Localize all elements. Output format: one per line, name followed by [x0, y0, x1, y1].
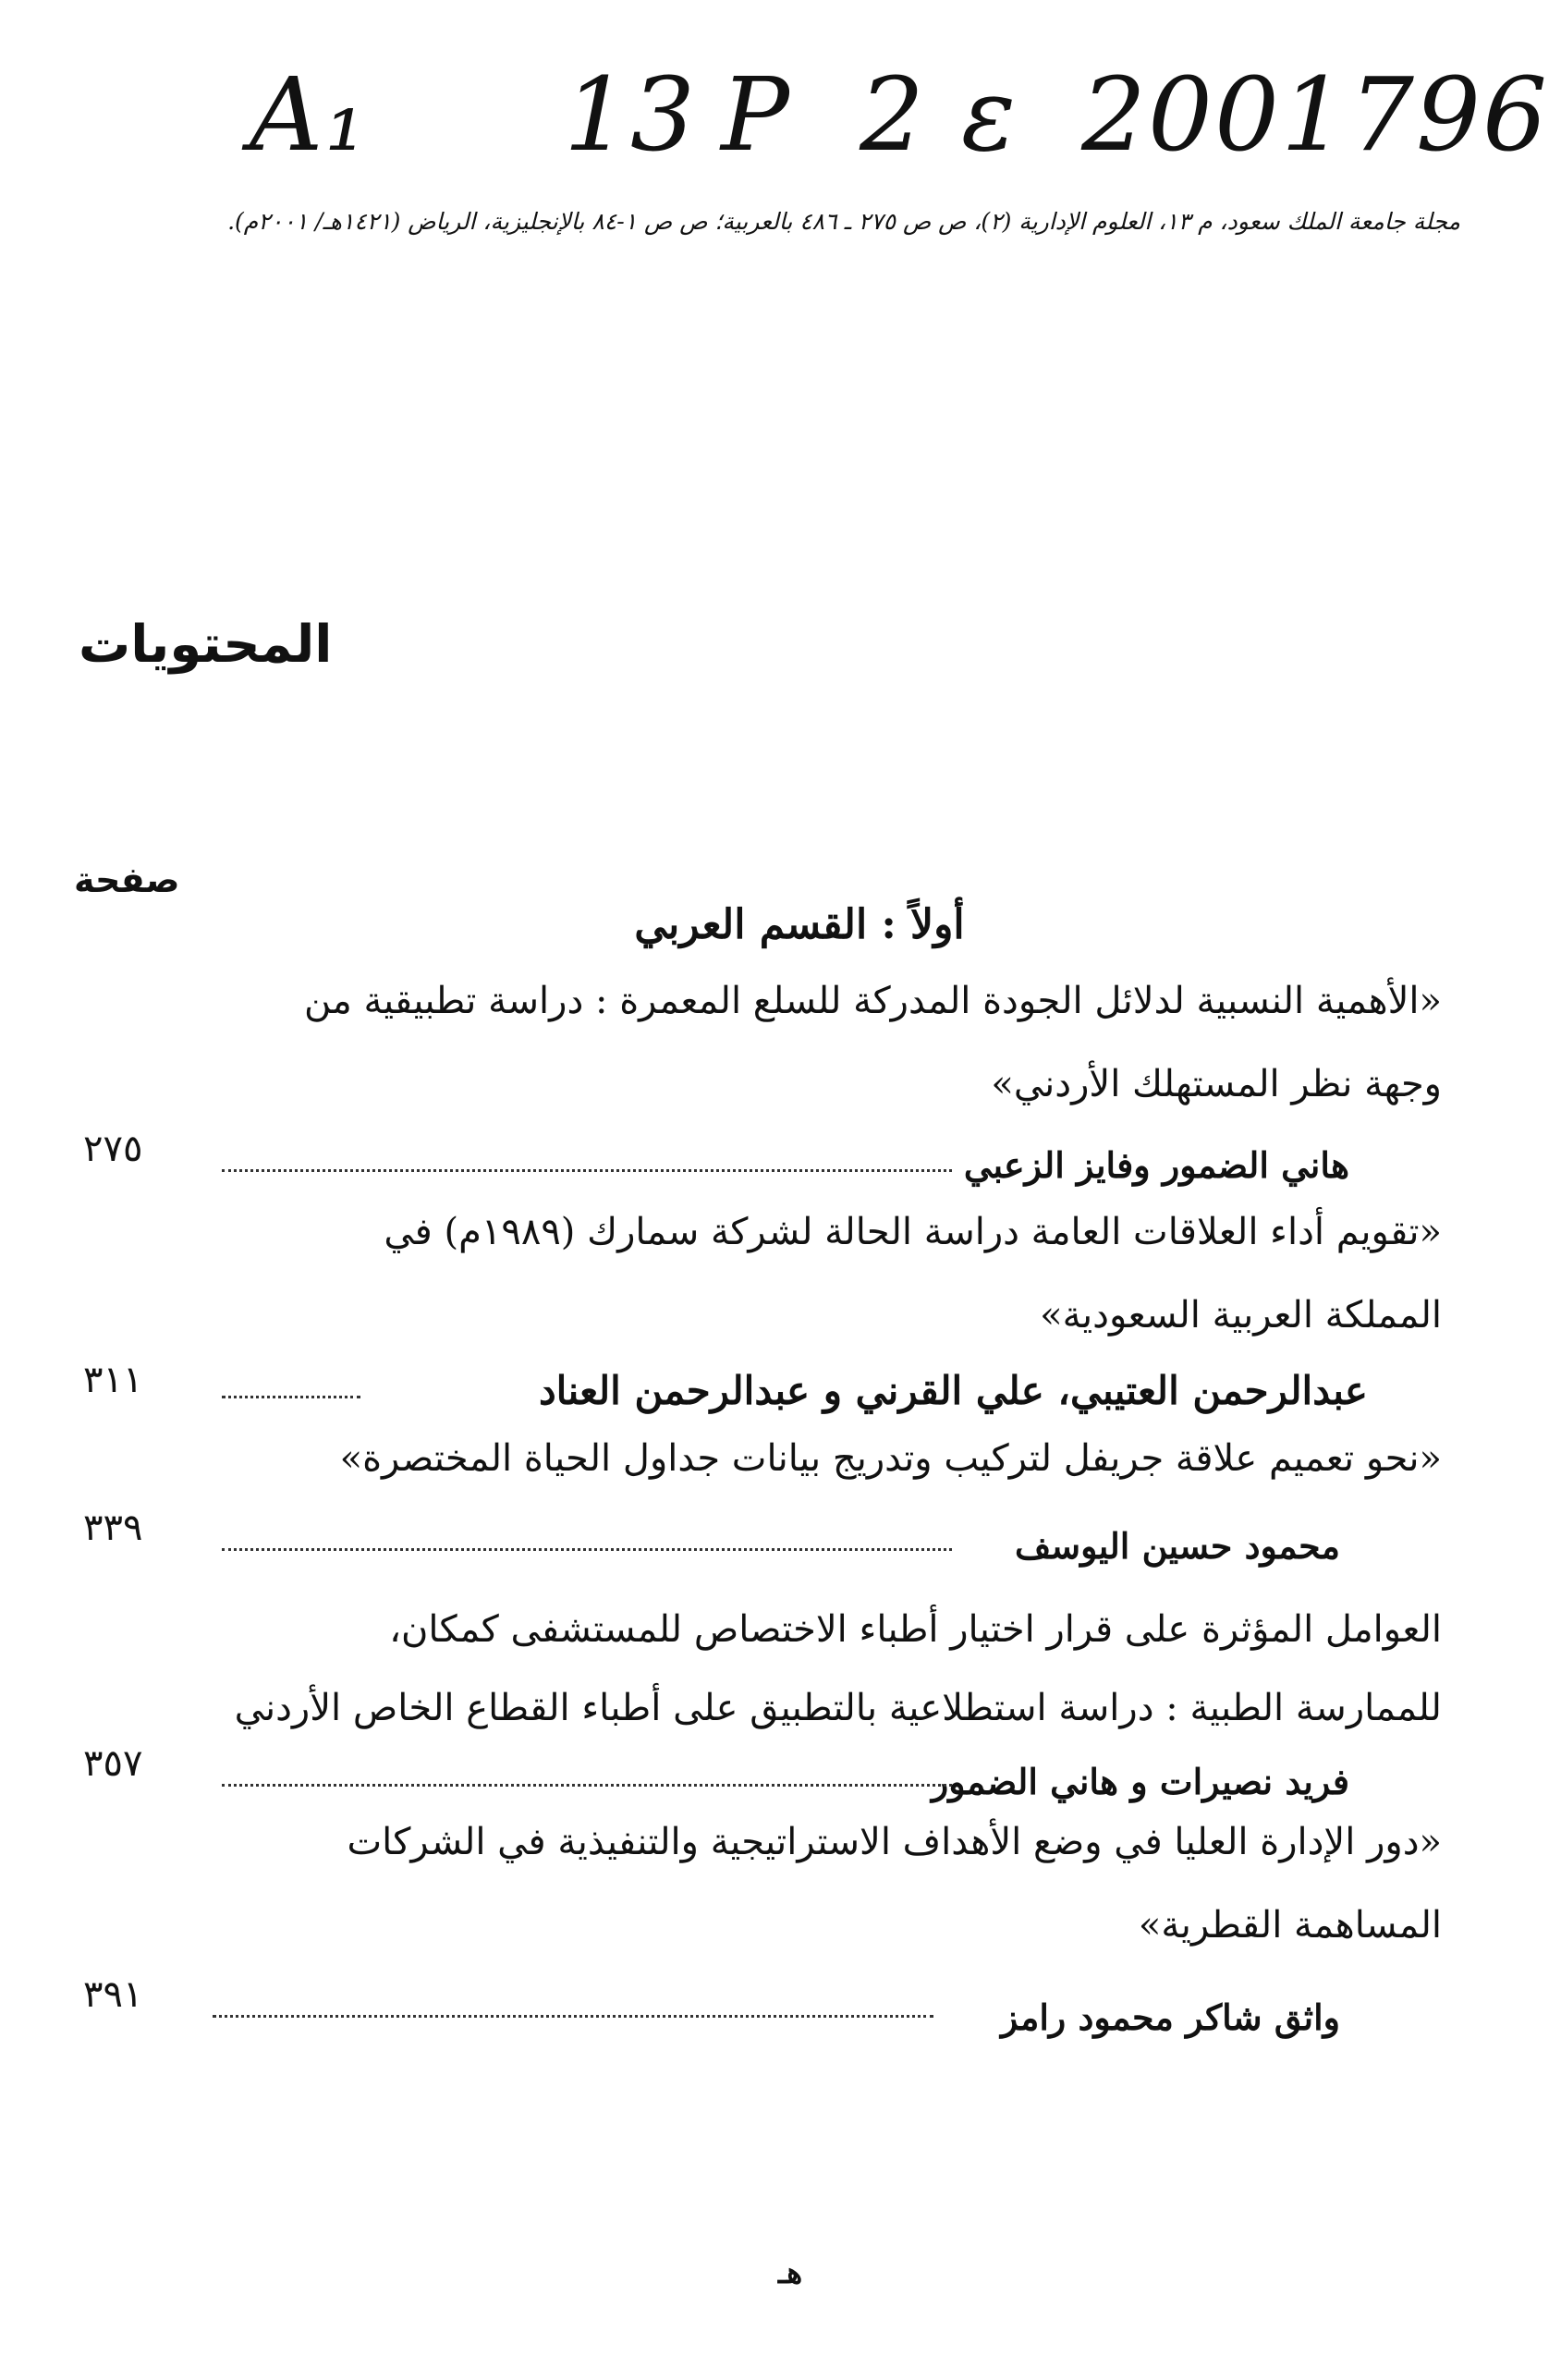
handwritten-part: ε	[961, 55, 1018, 174]
leader-dots	[213, 2015, 933, 2018]
entry-title-line: العوامل المؤثرة على قرار اختيار أطباء الاختصاص للمستشفى كمكان،	[389, 1608, 1442, 1651]
entry-page-number: ٢٧٥	[83, 1128, 143, 1170]
handwritten-annotation	[231, 55, 1549, 194]
handwritten-part: 2	[860, 55, 926, 174]
leader-dots	[222, 1169, 952, 1172]
contents-title: المحتويات	[79, 615, 333, 675]
leader-dots	[222, 1396, 360, 1398]
entry-authors: واثق شاكر محمود رامز	[1001, 1996, 1340, 2038]
entry-authors: عبدالرحمن العتيبي، علي القرني و عبدالرحمن العناد	[538, 1368, 1368, 1413]
entry-title-line: للممارسة الطبية : دراسة استطلاعية بالتطبيق على أطباء القطاع الخاص الأردني	[234, 1687, 1442, 1729]
handwritten-part: P	[721, 55, 792, 174]
entry-title-line: وجهة نظر المستهلك الأردني»	[991, 1063, 1442, 1105]
entry-page-number: ٣٩١	[83, 1973, 143, 2016]
handwritten-part: 796	[1349, 55, 1549, 174]
page-column-label: صفحة	[74, 860, 180, 900]
entry-title-line: «دور الإدارة العليا في وضع الأهداف الاستراتيجية والتنفيذية في الشركات	[347, 1821, 1442, 1863]
entry-title-line: المساهمة القطرية»	[1138, 1904, 1442, 1947]
entry-authors: هاني الضمور وفايز الزعبي	[963, 1144, 1349, 1186]
entry-title-line: «نحو تعميم علاقة جريفل لتركيب وتدريج بيانات جداول الحياة المختصرة»	[339, 1437, 1442, 1480]
entry-page-number: ٣٥٧	[83, 1742, 143, 1785]
entry-authors: فريد نصيرات و هاني الضمور	[931, 1761, 1349, 1802]
handwritten-part: 2001	[1081, 55, 1348, 174]
leader-dots	[222, 1784, 952, 1787]
entry-page-number: ٣١١	[83, 1359, 143, 1401]
entry-title-line: «الأهمية النسبية لدلائل الجودة المدركة للسلع المعمرة : دراسة تطبيقية من	[303, 980, 1442, 1022]
journal-citation: مجلة جامعة الملك سعود، م ١٣، العلوم الإدارية (٢)، ص ص ٢٧٥ ـ ٤٨٦ بالعربية؛ ص ص ١-٨٤ بالإنجليزية، الرياض (١٤٢١هـ/ ٢٠٠١م).	[227, 208, 1460, 235]
entry-title-line: المملكة العربية السعودية»	[1040, 1294, 1442, 1336]
entry-authors: محمود حسين اليوسف	[1014, 1525, 1340, 1567]
section-title: أولاً : القسم العربي	[634, 901, 965, 948]
page-marker: هـ	[777, 2255, 803, 2290]
entry-page-number: ٣٣٩	[83, 1507, 143, 1549]
handwritten-part: A₁	[250, 55, 368, 174]
handwritten-part: 13	[564, 55, 697, 174]
leader-dots	[222, 1548, 952, 1551]
entry-title-line: «تقويم أداء العلاقات العامة دراسة الحالة لشركة سمارك (١٩٨٩م) في	[384, 1211, 1442, 1253]
